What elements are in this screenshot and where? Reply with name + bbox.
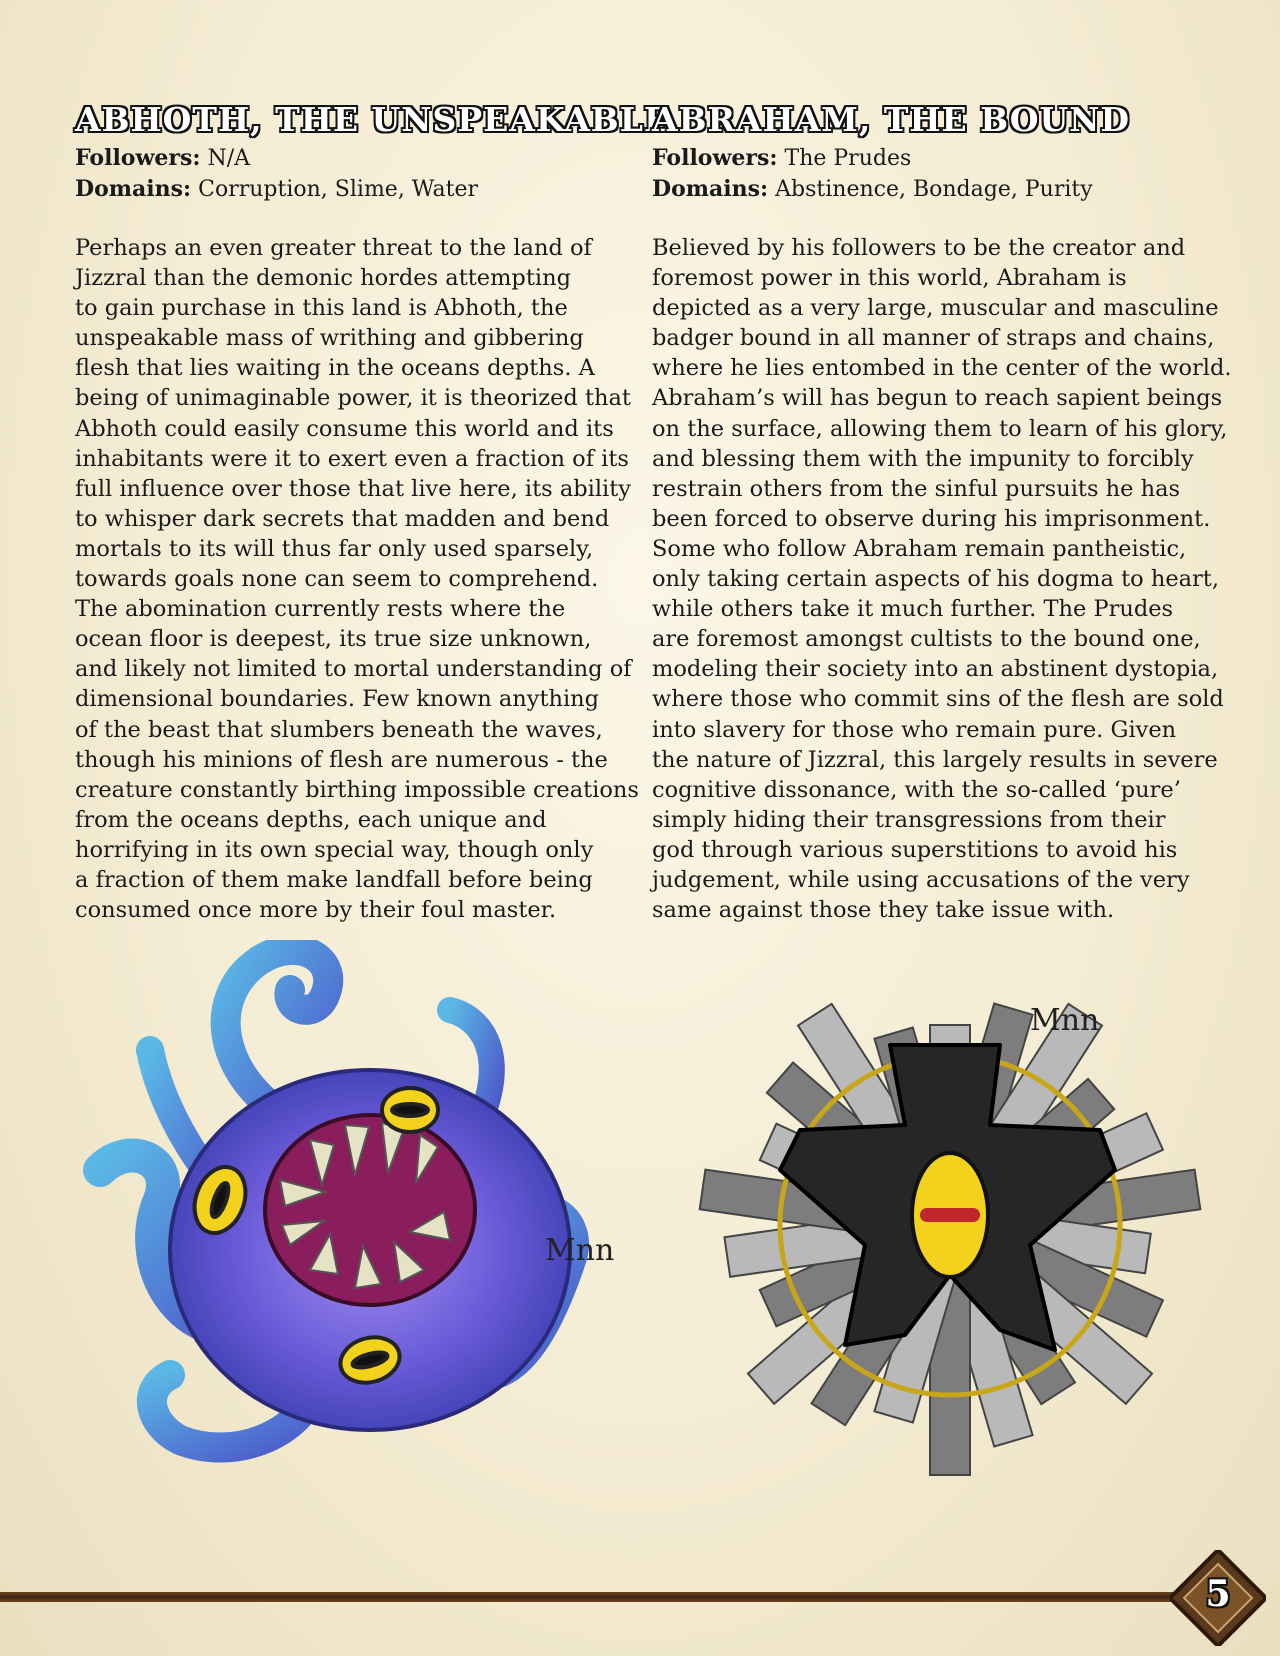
- body-line: horrifying in its own special way, though only: [75, 836, 594, 863]
- column-abhoth: [75, 100, 671, 925]
- domains-line: [652, 174, 1212, 205]
- body-line: flesh that lies waiting in the oceans depths. A: [75, 355, 595, 382]
- body-line: badger bound in all manner of straps and chains,: [652, 325, 1215, 352]
- body-line: while others take it much further. The Prudes: [652, 596, 1174, 623]
- body-line: from the oceans depths, each unique and: [75, 806, 547, 833]
- domains-label: Domains:: [652, 176, 769, 202]
- body-abhoth: [75, 233, 639, 925]
- body-line: judgement, while using accusations of the very: [652, 866, 1190, 893]
- body-line: the nature of Jizzral, this largely results in severe: [652, 746, 1218, 773]
- body-line: unspeakable mass of writhing and gibbering: [75, 325, 584, 352]
- followers-label: Followers:: [652, 145, 778, 171]
- body-line: depicted as a very large, muscular and masculine: [652, 295, 1219, 322]
- heading-abraham: ABRAHAM, THE BOUND: [652, 100, 1131, 139]
- body-line: and blessing them with the impunity to forcibly: [652, 445, 1194, 472]
- body-line: The abomination currently rests where the: [75, 596, 566, 623]
- body-line: ocean floor is deepest, its true size unknown,: [75, 626, 592, 653]
- signature-abhoth: Mnn: [545, 1233, 615, 1268]
- body-line: where those who commit sins of the flesh are sold: [652, 686, 1224, 713]
- domains-line: [75, 174, 625, 205]
- followers-value: N/A: [207, 146, 251, 171]
- body-line: consumed once more by their foul master.: [75, 897, 557, 924]
- signature-abraham: Mnn: [1030, 1003, 1100, 1038]
- heading-abhoth: ABHOTH, THE UNSPEAKABLE: [75, 100, 671, 139]
- body-line: modeling their society into an abstinent dystopia,: [652, 656, 1219, 683]
- body-line: a fraction of them make landfall before being: [75, 866, 593, 893]
- abraham-illustration: [660, 955, 1220, 1515]
- body-line: and likely not limited to mortal understanding of: [75, 656, 632, 683]
- body-line: towards goals none can seem to comprehend.: [75, 566, 599, 593]
- body-line: restrain others from the sinful pursuits he has: [652, 475, 1181, 502]
- abhoth-illustration: [70, 940, 650, 1510]
- body-line: creature constantly birthing impossible creations: [75, 776, 639, 803]
- body-line: Believed by his followers to be the creator and: [652, 235, 1186, 261]
- body-line: Jizzral than the demonic hordes attempting: [75, 265, 571, 292]
- body-line: of the beast that slumbers beneath the waves,: [75, 716, 603, 743]
- body-line: are foremost amongst cultists to the bound one,: [652, 626, 1201, 653]
- body-abraham: [652, 233, 1232, 925]
- followers-value: The Prudes: [784, 146, 912, 171]
- body-line: Abhoth could easily consume this world and its: [75, 415, 614, 442]
- body-line: though his minions of flesh are numerous - the: [75, 746, 608, 773]
- body-line: Perhaps an even greater threat to the land of: [75, 235, 592, 261]
- eye-slit: [920, 1208, 980, 1222]
- body-line: into slavery for those who remain pure. Given: [652, 716, 1177, 743]
- body-line: on the surface, allowing them to learn of his glory,: [652, 415, 1228, 442]
- body-line: to gain purchase in this land is Abhoth, the: [75, 295, 568, 322]
- body-line: simply hiding their transgressions from their: [652, 806, 1166, 833]
- body-line: foremost power in this world, Abraham is: [652, 265, 1127, 292]
- domains-label: Domains:: [75, 176, 192, 202]
- page-number: 5: [1205, 1573, 1231, 1615]
- body-line: to whisper dark secrets that madden and bend: [75, 505, 610, 532]
- body-line: mortals to its will thus far only used sparsely,: [75, 535, 594, 562]
- followers-line: [75, 143, 625, 174]
- body-line: god through various superstitions to avoid his: [652, 836, 1178, 863]
- footer-rule: [0, 1592, 1180, 1602]
- domains-value: Abstinence, Bondage, Purity: [775, 177, 1093, 202]
- column-abraham: [652, 100, 1232, 925]
- body-line: inhabitants were it to exert even a fraction of its: [75, 445, 629, 472]
- body-line: full influence over those that live here, its ability: [75, 475, 631, 502]
- body-line: Abraham’s will has begun to reach sapient beings: [652, 385, 1223, 412]
- domains-value: Corruption, Slime, Water: [198, 177, 479, 202]
- body-line: cognitive dissonance, with the so-called ‘pure’: [652, 776, 1181, 803]
- followers-label: Followers:: [75, 145, 201, 171]
- body-line: where he lies entombed in the center of the world.: [652, 355, 1232, 382]
- body-line: dimensional boundaries. Few known anything: [75, 686, 600, 713]
- body-line: only taking certain aspects of his dogma to heart,: [652, 566, 1219, 593]
- body-line: been forced to observe during his imprisonment.: [652, 505, 1211, 532]
- followers-line: [652, 143, 1212, 174]
- body-line: Some who follow Abraham remain pantheistic,: [652, 535, 1187, 562]
- body-line: same against those they take issue with.: [652, 897, 1115, 924]
- body-line: being of unimaginable power, it is theorized that: [75, 385, 631, 412]
